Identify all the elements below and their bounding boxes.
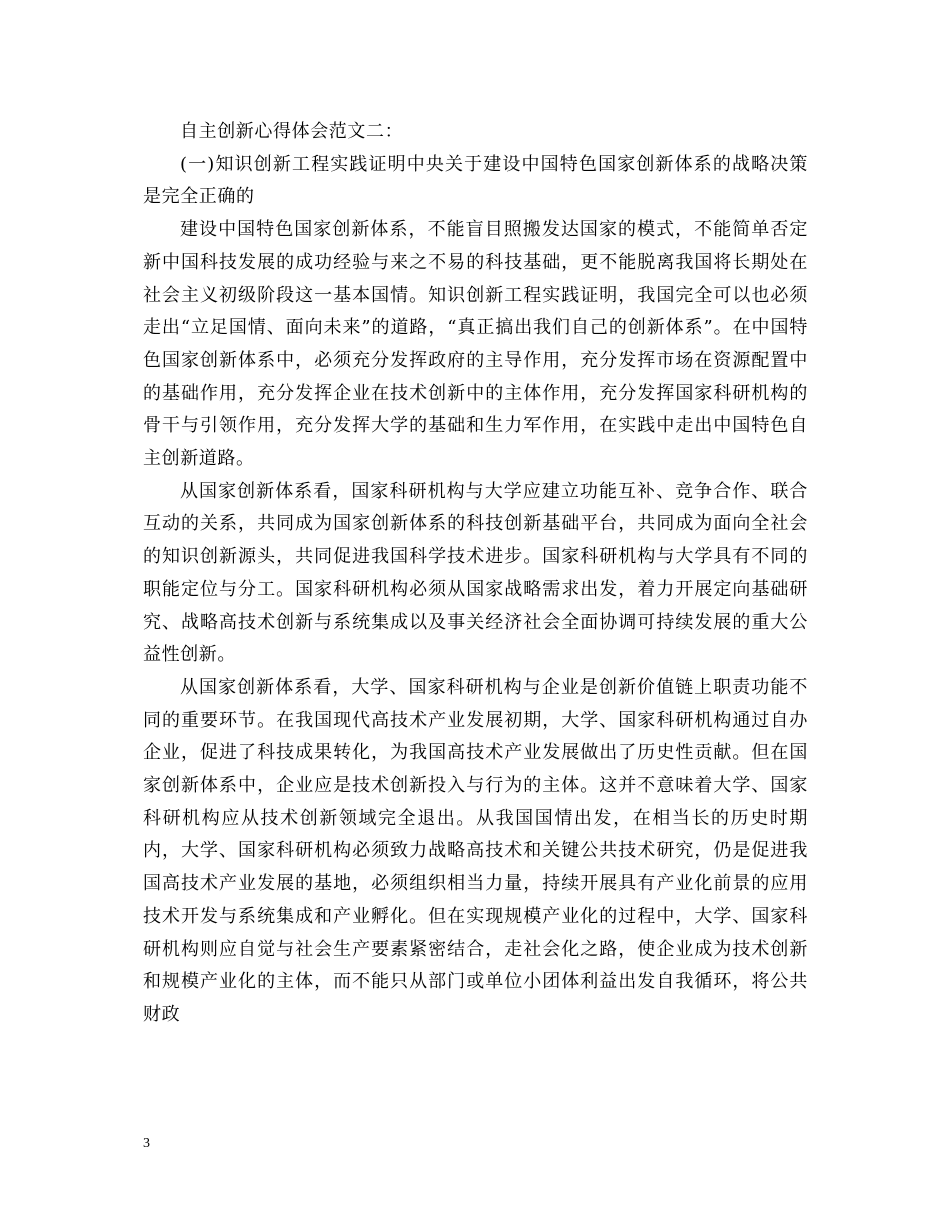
body-paragraph: 建设中国特色国家创新体系，不能盲目照搬发达国家的模式，不能简单否定新中国科技发展的成功经验与来之不易的科技基础，更不能脱离我国将长期处在社会主义初级阶段这一基本国情。知识创新工程实践证明，我国完全可以也必须走出“立足国情、面向未来”的道路，“真正搞出我们自己的创新体系”。在中国特色国家创新体系中，必须充分发挥政府的主导作用，充分发挥市场在资源配置中的基础作用，充分发挥企业在技术创新中的主体作用，充分发挥国家科研机构的骨干与引领作用，充分发挥大学的基础和生力军作用，在实践中走出中国特色自主创新道路。 [143,219,808,470]
body-paragraph: 从国家创新体系看，大学、国家科研机构与企业是创新价值链上职责功能不同的重要环节。在我国现代高技术产业发展初期，大学、国家科研机构通过自办企业，促进了科技成果转化，为我国高技术产业发展做出了历史性贡献。但在国家创新体系中，企业应是技术创新投入与行为的主体。这并不意味着大学、国家科研机构应从技术创新领域完全退出。从我国国情出发，在相当长的历史时期内，大学、国家科研机构必须致力战略高技术和关键公共技术研究，仍是促进我国高技术产业发展的基地，必须组织相当力量，持续开展具有产业化前景的应用技术开发与系统集成和产业孵化。但在实现规模产业化的过程中，大学、国家科研机构则应自觉与社会生产要素紧密结合，走社会化之路，使企业成为技术创新和规模产业化的主体，而不能只从部门或单位小团体利益出发自我循环，将公共财政 [143,676,808,1025]
subsection-heading: (一)知识创新工程实践证明中央关于建设中国特色国家创新体系的战略决策是完全正确的 [143,153,808,208]
page-number: 3 [143,1136,150,1151]
document-body [143,116,808,1032]
body-paragraph: 从国家创新体系看，国家科研机构与大学应建立功能互补、竞争合作、联合互动的关系，共同成为国家创新体系的科技创新基础平台，共同成为面向全社会的知识创新源头，共同促进我国科学技术进步。国家科研机构与大学具有不同的职能定位与分工。国家科研机构必须从国家战略需求出发，着力开展定向基础研究、战略高技术创新与系统集成以及事关经济社会全面协调可持续发展的重大公益性创新。 [143,480,808,666]
section-heading: 自主创新心得体会范文二： [180,121,404,142]
